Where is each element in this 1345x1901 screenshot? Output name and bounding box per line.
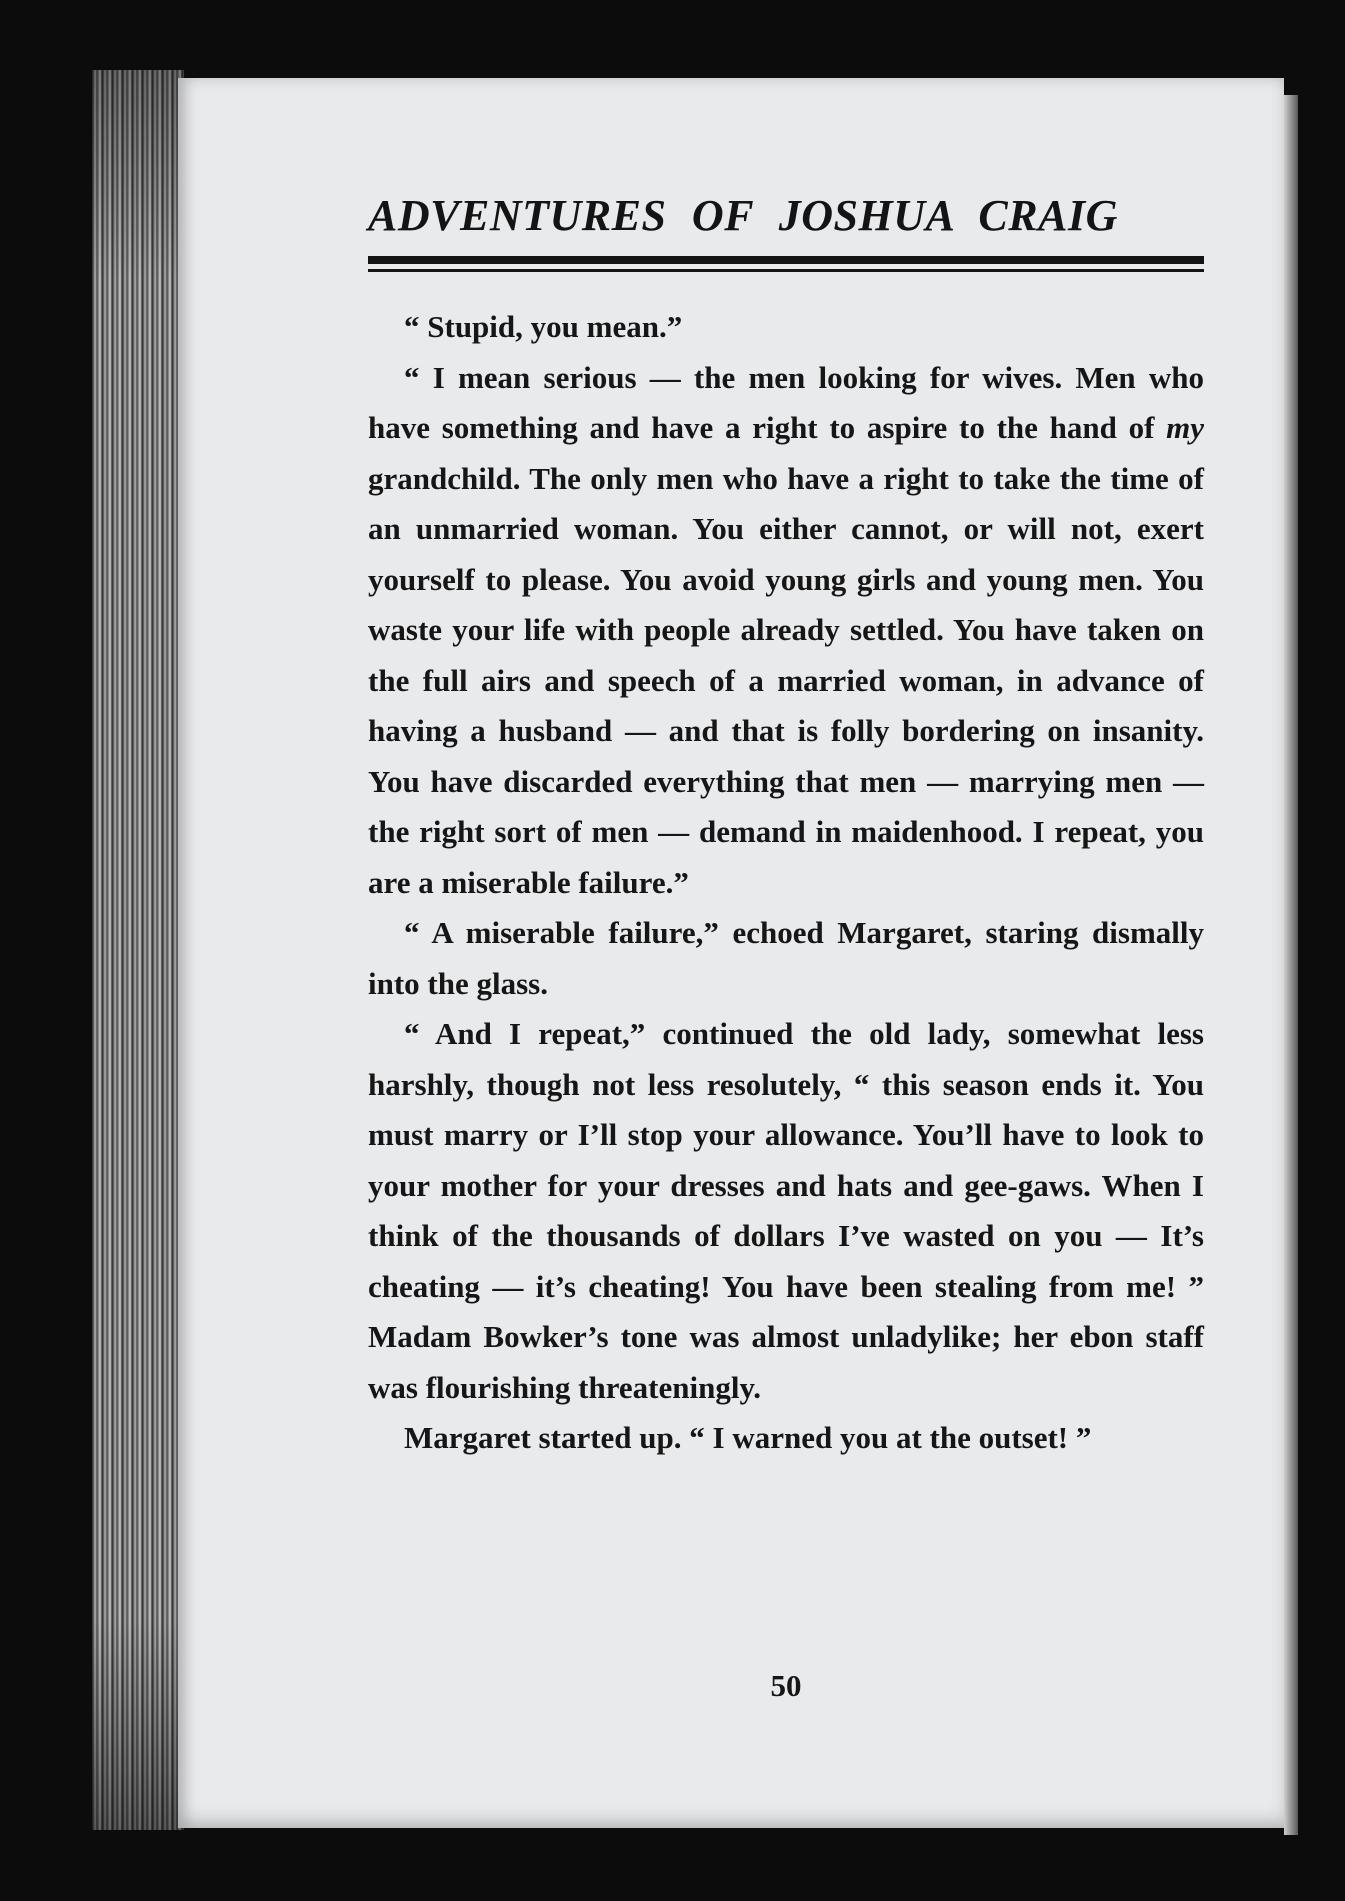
paragraph [368, 353, 1204, 909]
header-rule-thick [368, 256, 1204, 264]
paragraph: “ A miserable failure,” echoed Margaret, staring dismally into the glass. [368, 915, 1204, 1001]
paragraph-text: “ I mean serious — the men looking for wives. Men who have something and have a right to aspire to the hand of [368, 359, 1204, 445]
header-rule-thin [368, 269, 1204, 272]
emphasized-word: my [1166, 410, 1204, 445]
facing-page-edge [1284, 95, 1298, 1835]
body-text [368, 302, 1204, 1464]
paragraph: “ And I repeat,” continued the old lady, somewhat less harshly, though not less resolutely, “ this season ends it. You must marry or I’ll stop your allowance. You’ll have to look to your mother for your dresses and hats and gee-gaws. When I think of the thousands of dollars I’ve wasted on you — It’s cheating — it’s cheating! You have been stealing from me! ” Madam Bowker’s tone was almost unladylike; her ebon staff was flourishing threateningly. [368, 1016, 1204, 1405]
paragraph: “ Stupid, you mean.” [404, 309, 683, 344]
page-edges [92, 70, 184, 1830]
page-number: 50 [770, 1668, 802, 1703]
paragraph-text: grandchild. The only men who have a right to take the time of an unmarried woman. You either cannot, or will not, exert yourself to please. You avoid young girls and young men. You waste your life with people already settled. You have taken on the full airs and speech of a married woman, in advance of having a husband — and that is folly bordering on insanity. You have discarded everything that men — marrying men — the right sort of men — demand in maidenhood. I repeat, you are a miserable failure.” [368, 460, 1204, 900]
paragraph: Margaret started up. “ I warned you at the outset! ” [404, 1420, 1092, 1455]
running-head: ADVENTURES OF JOSHUA CRAIG [368, 191, 1118, 240]
book-page [178, 78, 1284, 1828]
